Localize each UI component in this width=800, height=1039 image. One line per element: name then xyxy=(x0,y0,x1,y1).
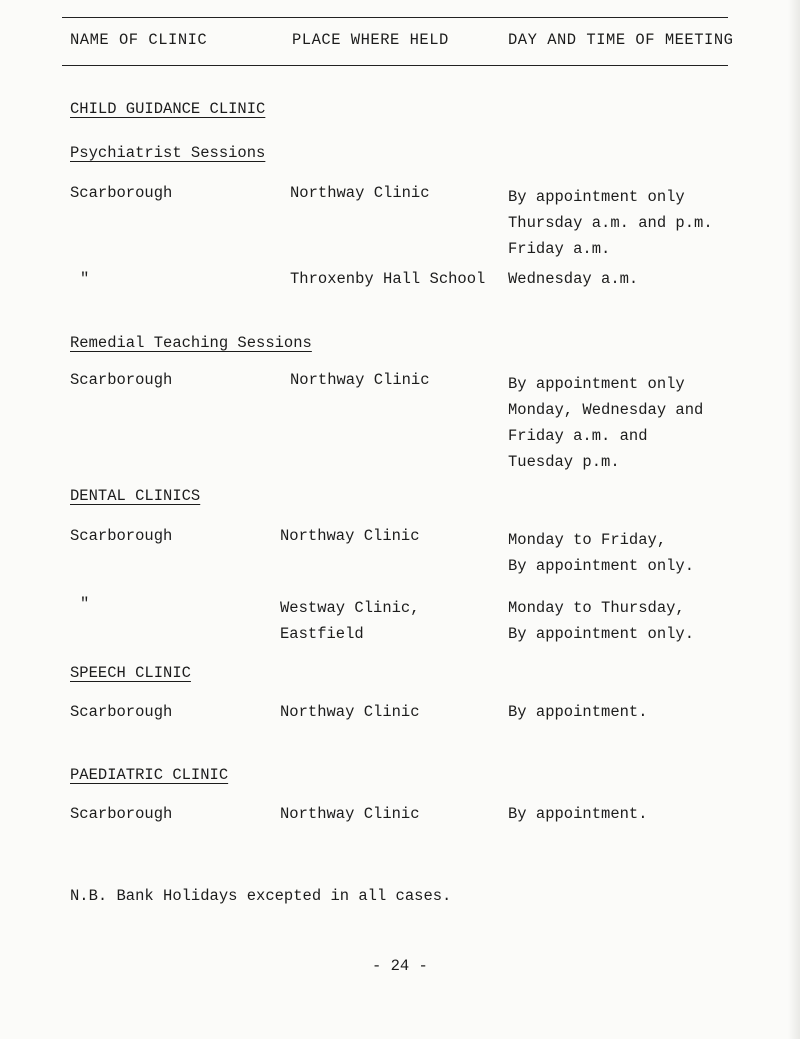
clinic-time: Wednesday a.m. xyxy=(508,270,639,288)
clinic-place: Northway Clinic xyxy=(290,371,430,389)
time-line: By appointment only xyxy=(508,375,685,393)
section-title-dental: DENTAL CLINICS xyxy=(70,487,201,505)
section-title-speech: SPEECH CLINIC xyxy=(70,664,191,682)
column-header-place: PLACE WHERE HELD xyxy=(292,31,449,49)
section-title-child-guidance: CHILD GUIDANCE CLINIC xyxy=(70,100,266,118)
subsection-title-psychiatrist: Psychiatrist Sessions xyxy=(70,144,266,162)
page-edge-shadow xyxy=(788,0,800,1039)
clinic-time xyxy=(508,595,694,647)
place-line: Eastfield xyxy=(280,625,364,643)
time-line: By appointment only. xyxy=(508,625,695,643)
clinic-time: By appointment. xyxy=(508,805,648,823)
clinic-place: Northway Clinic xyxy=(280,805,420,823)
clinic-place: Throxenby Hall School xyxy=(290,270,486,288)
page-number: - 24 - xyxy=(372,957,428,975)
clinic-time xyxy=(508,371,703,475)
clinic-place: Northway Clinic xyxy=(290,184,430,202)
section-title-paediatric: PAEDIATRIC CLINIC xyxy=(70,766,229,784)
time-line: Friday a.m. and xyxy=(508,427,648,445)
clinic-place: Northway Clinic xyxy=(280,703,420,721)
time-line: Monday to Friday, xyxy=(508,531,667,549)
header-top-rule xyxy=(62,17,728,18)
header-bottom-rule xyxy=(62,65,728,66)
time-line: Monday, Wednesday and xyxy=(508,401,704,419)
ditto-mark: " xyxy=(80,270,90,288)
place-line: Westway Clinic, xyxy=(280,599,420,617)
clinic-name: Scarborough xyxy=(70,805,173,823)
time-line: Monday to Thursday, xyxy=(508,599,685,617)
clinic-name: Scarborough xyxy=(70,371,173,389)
time-line: By appointment only. xyxy=(508,557,695,575)
clinic-time xyxy=(508,527,694,579)
clinic-name: Scarborough xyxy=(70,703,173,721)
time-line: Tuesday p.m. xyxy=(508,453,620,471)
clinic-place xyxy=(280,595,420,647)
footnote: N.B. Bank Holidays excepted in all cases. xyxy=(70,887,452,905)
clinic-place: Northway Clinic xyxy=(280,527,420,545)
time-line: Thursday a.m. and p.m. xyxy=(508,214,713,232)
ditto-mark: " xyxy=(80,595,90,613)
clinic-time: By appointment. xyxy=(508,703,648,721)
column-header-day-time: DAY AND TIME OF MEETING xyxy=(508,31,734,49)
time-line: By appointment only xyxy=(508,188,685,206)
clinic-name: Scarborough xyxy=(70,184,173,202)
subsection-title-remedial: Remedial Teaching Sessions xyxy=(70,334,312,352)
column-header-clinic-name: NAME OF CLINIC xyxy=(70,31,208,49)
clinic-time xyxy=(508,184,713,262)
time-line: Friday a.m. xyxy=(508,240,611,258)
clinic-name: Scarborough xyxy=(70,527,173,545)
